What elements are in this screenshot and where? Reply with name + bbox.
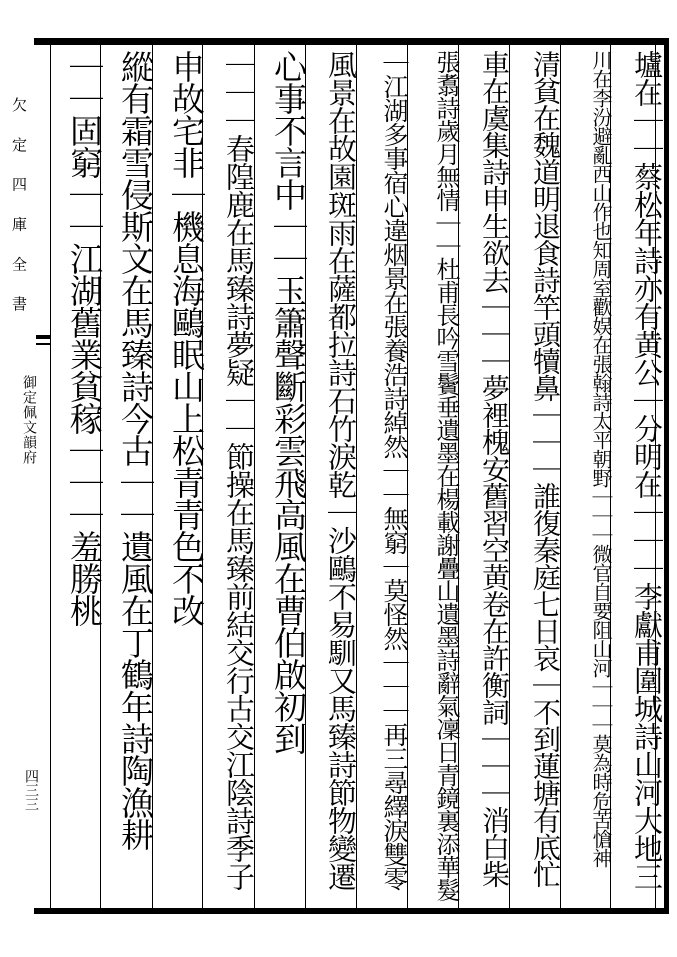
column-text: 風景在故園斑雨在薩都拉詩石竹淚乾｜沙鷗不易馴又馬臻詩節物變遷 [324,50,358,890]
library-mark: 欠 定 四 庫 全 書 [10,97,28,321]
frame-top-border [34,38,668,45]
column-text: 川在李汾避亂西山作也知周室歡娱在張翰詩太平朝野｜｜｜微官自要阻山河｜｜｜莫為時危苦愴神 [589,50,613,867]
column-text: 壚在｜｜蔡松年詩亦有黄公｜分明在｜｜｜李獻甫圍城詩山河大地三 [630,50,664,890]
frame-bottom-border [34,908,668,914]
column-text: ｜江湖多事宿心違烟景在張養浩詩綽然｜｜無窮｜莫怪然｜｜｜再三尋繹淚雙零 [380,50,409,890]
column-text: 張翥詩歲月無情｜｜杜甫長吟雪鬢垂遺墨在楊載謝疊山遺墨詩辭氣凜日青鏡裏添華髮 [432,50,460,901]
column-text: 申故宅非｜機息海鷗眠山上松青青色不改 [167,50,206,626]
column-text: 清貧在魏道明退食詩竿頭犢鼻｜｜｜誰復秦庭七日哀｜不到蓮塘有底忙 [529,50,562,887]
book-title: 御定佩文韻府 [21,375,37,465]
column-text: 縱有霜雪侵斯文在馬臻詩今古｜｜遺風在丁鶴年詩陶漁耕 [116,50,155,850]
column-text: ｜｜｜春隍鹿在馬臻詩夢疑｜｜節操在馬臻前結交行古交江陰詩季子 [222,50,256,890]
column-text: 車在虞集詩申生欲去｜｜｜夢裡槐安舊習空黄卷在許衡詞｜｜｜消白柴 [478,50,511,887]
column-text: ｜｜固窮｜｜江湖舊業貧稼｜｜｜羞勝桃 [65,50,104,626]
column-text: 心事不言中｜｜玉簫聲斷彩雲飛高風在曹伯啟初到 [269,50,308,754]
folio-number: 四三三 [23,769,39,811]
text-column [43,50,107,906]
